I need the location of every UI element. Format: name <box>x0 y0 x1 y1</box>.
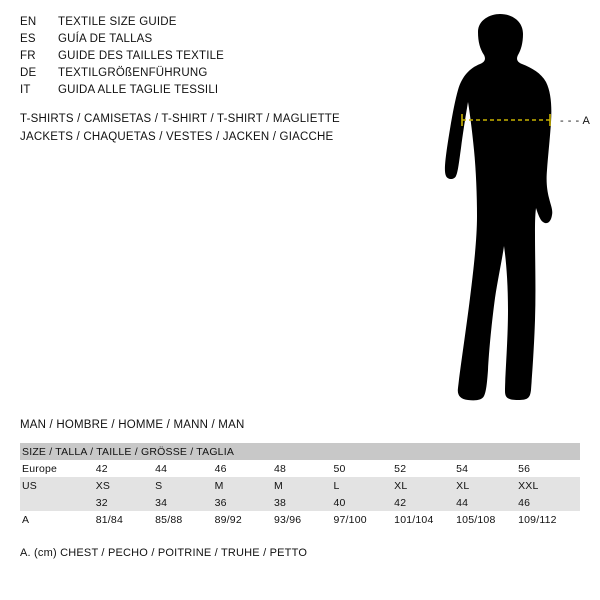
table-row <box>20 477 580 494</box>
language-row <box>20 50 380 67</box>
language-title: TEXTILE SIZE GUIDE <box>58 16 177 28</box>
language-title-block <box>20 16 380 101</box>
table-row <box>20 494 580 511</box>
cell: 42 <box>394 496 407 509</box>
cell: 32 <box>95 496 108 509</box>
table-title: MAN / HOMBRE / HOMME / MANN / MAN <box>20 419 245 431</box>
table-row <box>20 460 580 477</box>
language-code: FR <box>20 50 36 62</box>
cell: 105/108 <box>456 513 496 526</box>
row-label: A <box>22 513 30 526</box>
cell: L <box>333 479 340 492</box>
cell: 38 <box>274 496 287 509</box>
language-code: EN <box>20 16 37 28</box>
garment-category-block <box>20 110 400 146</box>
language-code: IT <box>20 84 31 96</box>
cell: 46 <box>214 462 227 475</box>
language-title: GUIDE DES TAILLES TEXTILE <box>58 50 225 62</box>
size-table <box>20 443 580 528</box>
cell: 81/84 <box>95 513 123 526</box>
cell: 42 <box>95 462 108 475</box>
cell: 34 <box>155 496 168 509</box>
cell: 44 <box>456 496 469 509</box>
table-row <box>20 511 580 528</box>
cell: S <box>155 479 163 492</box>
language-code: DE <box>20 67 37 79</box>
category-tshirts: T-SHIRTS / CAMISETAS / T-SHIRT / T-SHIRT / MAGLIETTE <box>20 113 340 125</box>
cell: 48 <box>274 462 287 475</box>
language-title: TEXTILGRÖßENFÜHRUNG <box>58 67 208 79</box>
cell: 52 <box>394 462 407 475</box>
category-jackets: JACKETS / CHAQUETAS / VESTES / JACKEN / GIACCHE <box>20 131 334 143</box>
cell: XXL <box>518 479 539 492</box>
cell: XS <box>95 479 111 492</box>
cell: 54 <box>456 462 469 475</box>
cell: XL <box>456 479 470 492</box>
cell: 97/100 <box>333 513 367 526</box>
table-header-row <box>20 443 580 460</box>
language-title: GUIDA ALLE TAGLIE TESSILI <box>58 84 219 96</box>
language-row <box>20 33 380 50</box>
cell: 56 <box>518 462 531 475</box>
cell: 40 <box>333 496 346 509</box>
language-row <box>20 16 380 33</box>
silhouette-icon <box>400 10 600 410</box>
cell: 46 <box>518 496 531 509</box>
cell: 85/88 <box>155 513 183 526</box>
cell: 101/104 <box>394 513 434 526</box>
cell: 89/92 <box>214 513 242 526</box>
measure-label-a: - - - A <box>560 115 591 127</box>
language-title: GUÍA DE TALLAS <box>58 33 153 45</box>
cell: M <box>214 479 224 492</box>
language-code: ES <box>20 33 36 45</box>
row-label: US <box>22 479 37 492</box>
cell: 109/112 <box>518 513 557 526</box>
cell: M <box>274 479 283 492</box>
row-label <box>20 494 96 511</box>
cell: 44 <box>155 462 168 475</box>
language-row <box>20 84 380 101</box>
footnote-chest-measure: A. (cm) CHEST / PECHO / POITRINE / TRUHE / PETTO <box>20 547 308 559</box>
row-label: Europe <box>22 462 58 475</box>
cell: 36 <box>214 496 227 509</box>
cell: 93/96 <box>274 513 302 526</box>
language-row <box>20 67 380 84</box>
cell: XL <box>394 479 408 492</box>
table-header-label: SIZE / TALLA / TAILLE / GRÖSSE / TAGLIA <box>22 445 235 458</box>
male-silhouette-figure <box>400 10 600 410</box>
cell: 50 <box>333 462 346 475</box>
